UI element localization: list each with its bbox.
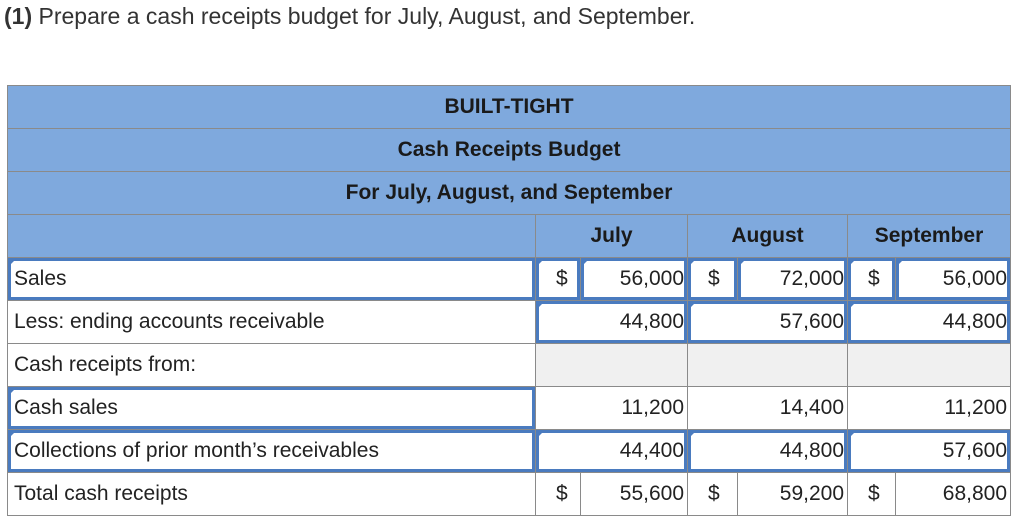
row-label-cash-sales[interactable]: Cash sales [8, 387, 536, 430]
august-sales-currency[interactable]: $ [688, 258, 738, 301]
august-sales-value[interactable]: 72,000 [738, 258, 848, 301]
table-row [8, 258, 1011, 301]
row-label-cash-receipts-from: Cash receipts from: [8, 344, 536, 387]
table-row [8, 387, 1011, 430]
september-sales-value[interactable]: 56,000 [896, 258, 1011, 301]
table-row [8, 430, 1011, 473]
column-header-blank [8, 215, 536, 258]
column-header-august: August [688, 215, 848, 258]
company-name: BUILT-TIGHT [8, 86, 1011, 129]
question-text: Prepare a cash receipts budget for July, August, and September. [32, 3, 696, 29]
august-total-currency: $ [688, 473, 738, 516]
july-total-currency: $ [536, 473, 581, 516]
row-label-sales[interactable]: Sales [8, 258, 536, 301]
july-sales-value[interactable]: 56,000 [581, 258, 688, 301]
august-ending-receivable-value[interactable]: 57,600 [688, 301, 848, 344]
cash-receipts-budget-table [7, 85, 1011, 516]
september-total-value: 68,800 [896, 473, 1011, 516]
row-label-collections[interactable]: Collections of prior month’s receivables [8, 430, 536, 473]
table-row [8, 344, 1011, 387]
budget-period: For July, August, and September [8, 172, 1011, 215]
column-header-july: July [536, 215, 688, 258]
september-empty-cell [848, 344, 1011, 387]
july-cash-sales-value: 11,200 [536, 387, 688, 430]
table-row [8, 473, 1011, 516]
column-header-september: September [848, 215, 1011, 258]
question-prompt [4, 3, 695, 30]
budget-title: Cash Receipts Budget [8, 129, 1011, 172]
july-total-value: 55,600 [581, 473, 688, 516]
august-empty-cell [688, 344, 848, 387]
september-collections-value[interactable]: 57,600 [848, 430, 1011, 473]
september-total-currency: $ [848, 473, 896, 516]
july-sales-currency[interactable]: $ [536, 258, 581, 301]
question-number: (1) [4, 3, 33, 29]
september-sales-currency[interactable]: $ [848, 258, 896, 301]
july-empty-cell [536, 344, 688, 387]
september-ending-receivable-value[interactable]: 44,800 [848, 301, 1011, 344]
august-total-value: 59,200 [738, 473, 848, 516]
row-label-total-cash-receipts: Total cash receipts [8, 473, 536, 516]
september-cash-sales-value: 11,200 [848, 387, 1011, 430]
row-label-ending-receivable: Less: ending accounts receivable [8, 301, 536, 344]
july-ending-receivable-value[interactable]: 44,800 [536, 301, 688, 344]
august-cash-sales-value: 14,400 [688, 387, 848, 430]
august-collections-value[interactable]: 44,800 [688, 430, 848, 473]
table-row [8, 301, 1011, 344]
july-collections-value[interactable]: 44,400 [536, 430, 688, 473]
